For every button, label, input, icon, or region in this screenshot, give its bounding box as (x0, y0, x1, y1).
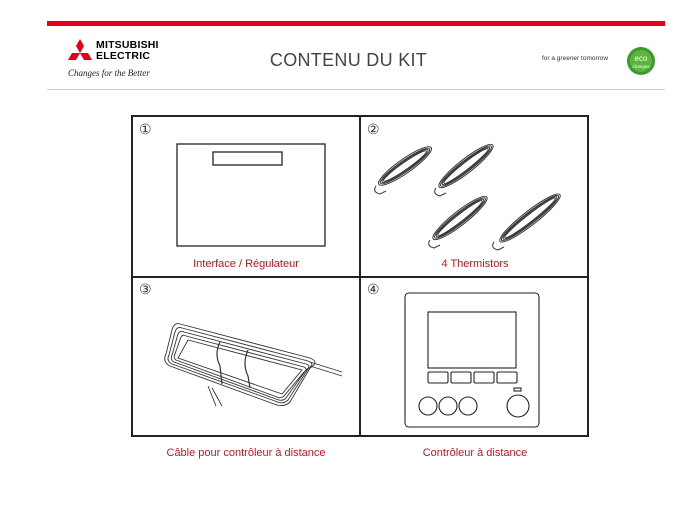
slogan-text: for a greener tomorrow (542, 55, 609, 62)
eco-badge-line2: changes (632, 64, 650, 69)
brand-line-2: ELECTRIC (96, 50, 151, 62)
item-3-caption: Câble pour contrôleur à distance (166, 447, 326, 459)
item-4-number: ④ (367, 281, 380, 297)
item-2-caption: 4 Thermistors (441, 258, 509, 270)
page-title: CONTENU DU KIT (269, 50, 428, 70)
grid-horizontal-divider (131, 276, 589, 278)
item-3-number: ③ (139, 281, 152, 297)
brand-tagline: Changes for the Better (68, 68, 150, 78)
remote-controller-drawing (404, 292, 540, 428)
top-accent-bar (47, 21, 665, 26)
eco-badge-line1: eco (634, 54, 648, 63)
item-1-caption: Interface / Régulateur (193, 258, 299, 270)
item-4-caption: Contrôleur à distance (422, 447, 528, 459)
header-divider (47, 89, 665, 90)
thermistors-drawing (368, 136, 582, 254)
eco-changes-badge-icon (626, 46, 656, 76)
remote-cable-drawing (160, 314, 344, 410)
item-1-number: ① (139, 121, 152, 137)
brand-line-1: MITSUBISHI (96, 39, 159, 51)
item-2-number: ② (367, 121, 380, 137)
interface-controller-drawing (176, 143, 326, 247)
